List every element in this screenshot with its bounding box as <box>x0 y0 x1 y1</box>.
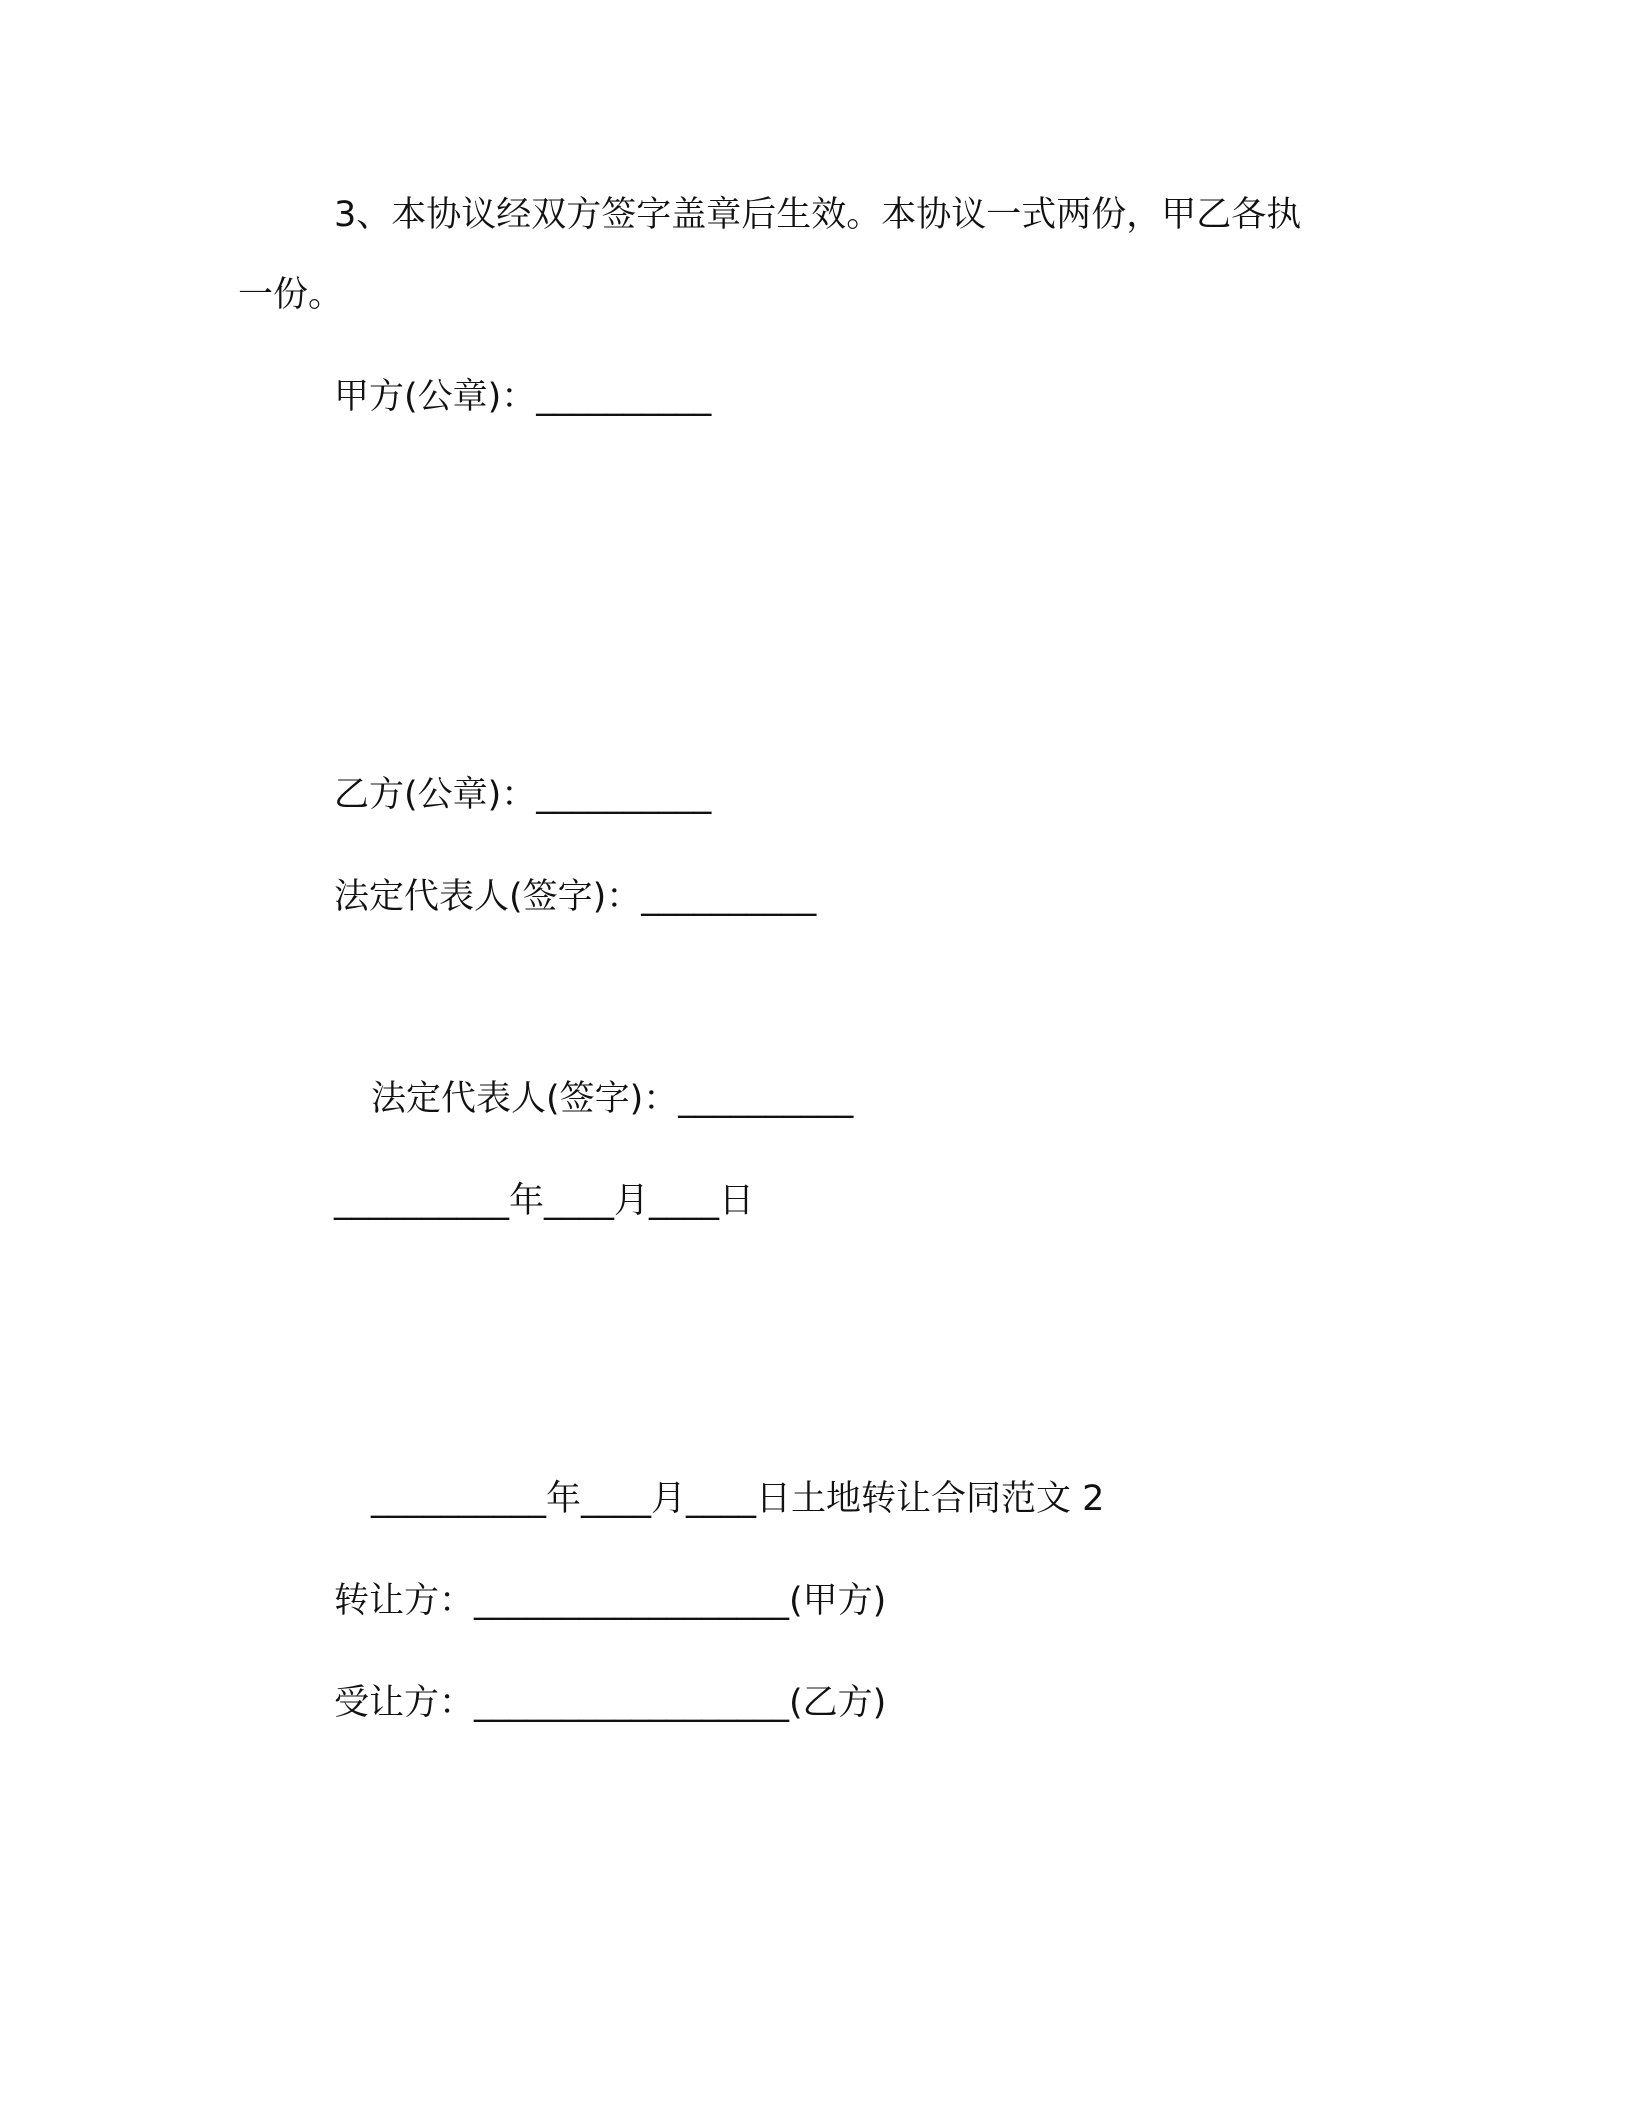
party-b-seal-line: 乙方(公章)：__________ <box>334 775 712 815</box>
transferee-line: 受让方：__________________(乙方) <box>334 1683 887 1723</box>
clause-3-line-1: 3、本协议经双方签字盖章后生效。本协议一式两份，甲乙各执 <box>334 195 1302 235</box>
party-a-seal-line: 甲方(公章)：__________ <box>334 377 712 417</box>
next-contract-title: __________年____月____日土地转让合同范文 2 <box>371 1479 1105 1519</box>
transferor-line: 转让方：__________________(甲方) <box>334 1581 887 1621</box>
legal-representative-line-2: 法定代表人(签字)：__________ <box>371 1079 854 1119</box>
clause-3-line-2: 一份。 <box>238 275 344 315</box>
signature-date-line: __________年____月____日 <box>334 1181 755 1221</box>
legal-representative-line-1: 法定代表人(签字)：__________ <box>334 877 817 917</box>
